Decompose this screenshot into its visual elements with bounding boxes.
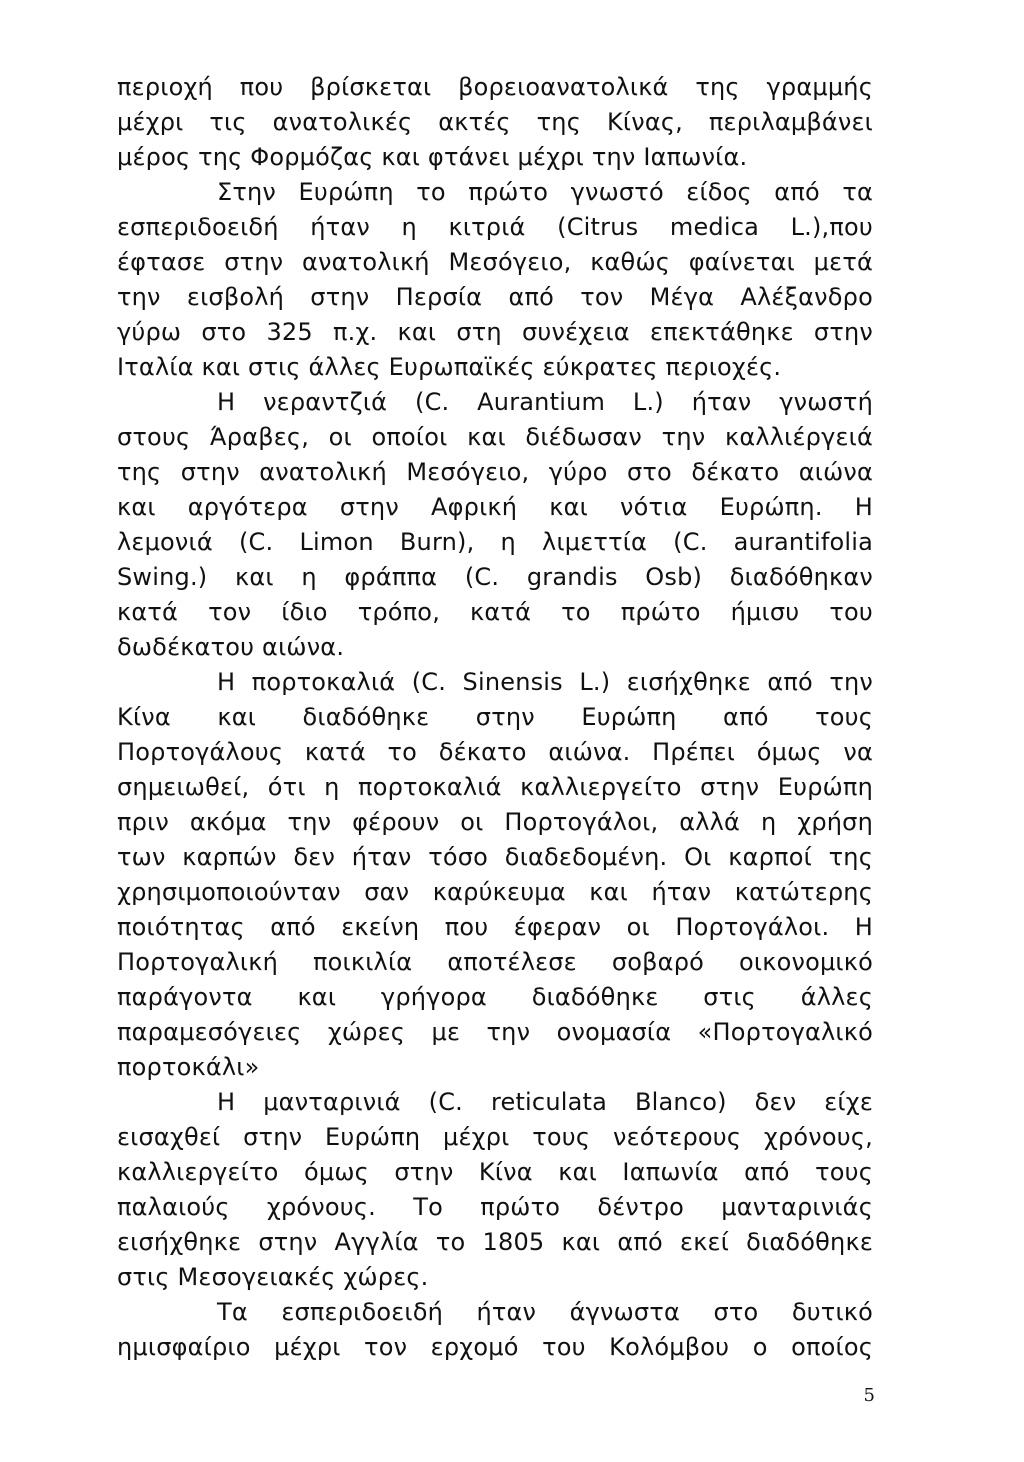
text-line: χρησιμοποιούνταν σαν καρύκευμα και ήταν κατώτερης bbox=[117, 878, 873, 906]
text-line: παράγοντα και γρήγορα διαδόθηκε στις άλλες bbox=[117, 983, 873, 1011]
text-line: Κίνα και διαδόθηκε στην Ευρώπη από τους bbox=[117, 703, 873, 731]
text-line: κατά τον ίδιο τρόπο, κατά το πρώτο ήμισυ του bbox=[117, 598, 873, 626]
text-line: Η νεραντζιά (C. Aurantium L.) ήταν γνωστή bbox=[217, 388, 873, 416]
text-line: Swing.) και η φράππα (C. grandis Osb) διαδόθηκαν bbox=[117, 563, 873, 591]
text-line: στους Άραβες, οι οποίοι και διέδωσαν την καλλιέργειά bbox=[117, 423, 873, 451]
text-line: πορτοκάλι» bbox=[117, 1053, 260, 1081]
text-line: παλαιούς χρόνους. Το πρώτο δέντρο μανταρινιάς bbox=[117, 1193, 873, 1221]
text-line: και αργότερα στην Αφρική και νότια Ευρώπη. Η bbox=[117, 493, 873, 521]
text-line: δωδέκατου αιώνα. bbox=[117, 633, 345, 661]
text-line: στις Μεσογειακές χώρες. bbox=[117, 1263, 429, 1291]
text-line: μέρος της Φορμόζας και φτάνει μέχρι την Ιαπωνία. bbox=[117, 143, 748, 171]
text-line: Ιταλία και στις άλλες Ευρωπαϊκές εύκρατες περιοχές. bbox=[117, 353, 782, 381]
text-line: πριν ακόμα την φέρουν οι Πορτογάλοι, αλλά η χρήση bbox=[117, 808, 873, 836]
text-line: εισαχθεί στην Ευρώπη μέχρι τους νεότερους χρόνους, bbox=[117, 1123, 873, 1151]
text-line: των καρπών δεν ήταν τόσο διαδεδομένη. Οι καρποί της bbox=[117, 843, 873, 871]
text-line: ημισφαίριο μέχρι τον ερχομό του Κολόμβου ο οποίος bbox=[117, 1333, 873, 1361]
text-line: λεμονιά (C. Limon Burn), η λιμεττία (C. aurantifolia bbox=[117, 528, 873, 556]
document-body bbox=[117, 70, 873, 1365]
text-line: Πορτογαλική ποικιλία αποτέλεσε σοβαρό οικονομικό bbox=[117, 948, 873, 976]
text-line: εσπεριδοειδή ήταν η κιτριά (Citrus medica L.),που bbox=[117, 213, 873, 241]
text-line: σημειωθεί, ότι η πορτοκαλιά καλλιεργείτο στην Ευρώπη bbox=[117, 773, 873, 801]
text-line: της στην ανατολική Μεσόγειο, γύρο στο δέκατο αιώνα bbox=[117, 458, 873, 486]
text-line: Η πορτοκαλιά (C. Sinensis L.) εισήχθηκε από την bbox=[217, 668, 873, 696]
text-line: καλλιεργείτο όμως στην Κίνα και Ιαπωνία από τους bbox=[117, 1158, 873, 1186]
page-number: 5 bbox=[863, 1385, 875, 1406]
text-line: Τα εσπεριδοειδή ήταν άγνωστα στο δυτικό bbox=[217, 1298, 873, 1326]
text-line: Πορτογάλους κατά το δέκατο αιώνα. Πρέπει όμως να bbox=[117, 738, 873, 766]
text-line: Στην Ευρώπη το πρώτο γνωστό είδος από τα bbox=[217, 178, 873, 206]
text-line: την εισβολή στην Περσία από τον Μέγα Αλέξανδρο bbox=[117, 283, 873, 311]
text-line: γύρω στο 325 π.χ. και στη συνέχεια επεκτάθηκε στην bbox=[117, 318, 873, 346]
text-line: εισήχθηκε στην Αγγλία το 1805 και από εκεί διαδόθηκε bbox=[117, 1228, 873, 1256]
text-line: έφτασε στην ανατολική Μεσόγειο, καθώς φαίνεται μετά bbox=[117, 248, 873, 276]
text-line: μέχρι τις ανατολικές ακτές της Κίνας, περιλαμβάνει bbox=[117, 108, 873, 136]
text-line: ποιότητας από εκείνη που έφεραν οι Πορτογάλοι. Η bbox=[117, 913, 873, 941]
text-line: περιοχή που βρίσκεται βορειοανατολικά της γραμμής bbox=[117, 73, 873, 101]
text-line: Η μανταρινιά (C. reticulata Blanco) δεν είχε bbox=[217, 1088, 873, 1116]
text-line: παραμεσόγειες χώρες με την ονομασία «Πορτογαλικό bbox=[117, 1018, 873, 1046]
